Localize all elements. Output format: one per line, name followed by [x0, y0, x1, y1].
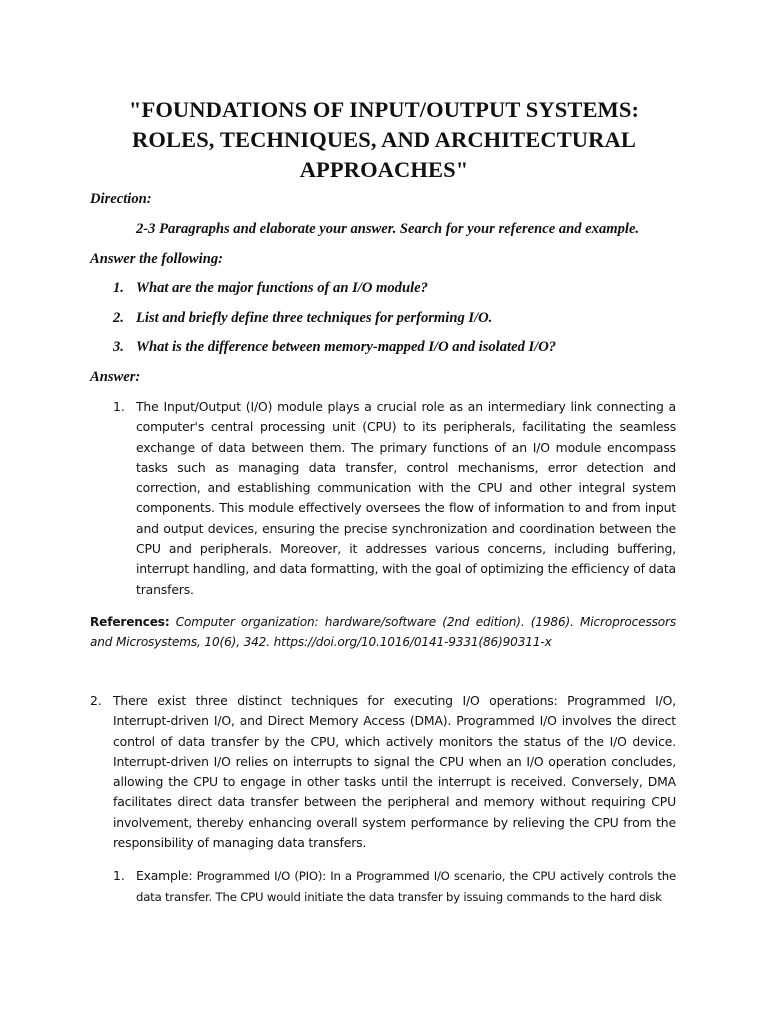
answer-paragraph: There exist three distinct techniques for executing I/O operations: Programmed I/O, Interrupt-driven I/O, and Direct Memory Access (DMA). Programmed I/O involves the direct control of data transfer by the CPU, which actively monitors the status of the I/O device. Interrupt-driven I/O relies on interrupts to signal the CPU when an I/O operation concludes, allowing the CPU to engage in other tasks until the interrupt is received. Conversely, DMA facilitates direct data transfer between the peripheral and memory without requiring CPU involvement, thereby enhancing overall system performance by relieving the CPU from the responsibility of managing data transfers. [113, 693, 676, 851]
reference-text: Computer organization: hardware/software (2nd edition). (1986). Microprocessors and Microsystems, 10(6), 342. https://doi.org/10.1016/0141-9331(86)90311-x [90, 615, 676, 649]
title-line-2: ROLES, TECHNIQUES, AND ARCHITECTURAL [132, 127, 636, 152]
direction-text: 2-3 Paragraphs and elaborate your answer. Search for your reference and example. [136, 221, 640, 237]
answer-number: 2. [90, 693, 102, 708]
example-text: Programmed I/O (PIO): In a Programmed I/O scenario, the CPU actively controls the data transfer. The CPU would initiate the data transfer by issuing commands to the hard disk [136, 869, 677, 904]
direction-label: Direction: [90, 191, 152, 207]
reference-label: References: [90, 615, 170, 629]
example-number: 1. [113, 868, 125, 883]
question-number: 2. [113, 310, 124, 326]
document-title [80, 95, 688, 185]
reference [90, 612, 676, 652]
answer-label: Answer: [90, 369, 141, 385]
questions-label: Answer the following: [90, 251, 223, 267]
answer-number: 1. [113, 399, 125, 414]
title-line-1: "FOUNDATIONS OF INPUT/OUTPUT SYSTEMS: [128, 97, 640, 122]
question-number: 1. [113, 280, 124, 296]
question-text: What are the major functions of an I/O module? [136, 280, 428, 296]
question-number: 3. [113, 339, 124, 355]
answer-paragraph: The Input/Output (I/O) module plays a crucial role as an intermediary link connecting a computer's central processing unit (CPU) to its peripherals, facilitating the seamless exchange of data between them. The primary functions of an I/O module encompass tasks such as managing data transfer, control mechanisms, error detection and correction, and establishing communication with the CPU and other integral system components. This module effectively oversees the flow of information to and from input and output devices, ensuring the precise synchronization and coordination between the CPU and peripherals. Moreover, it addresses various concerns, including buffering, interrupt handling, and data formatting, with the goal of optimizing the efficiency of data transfers. [136, 399, 676, 597]
question-text: What is the difference between memory-mapped I/O and isolated I/O? [136, 339, 557, 355]
example-paragraph [136, 866, 676, 907]
example-label: Example: [136, 868, 193, 883]
question-text: List and briefly define three techniques for performing I/O. [136, 310, 493, 326]
title-line-3: APPROACHES" [299, 157, 469, 182]
